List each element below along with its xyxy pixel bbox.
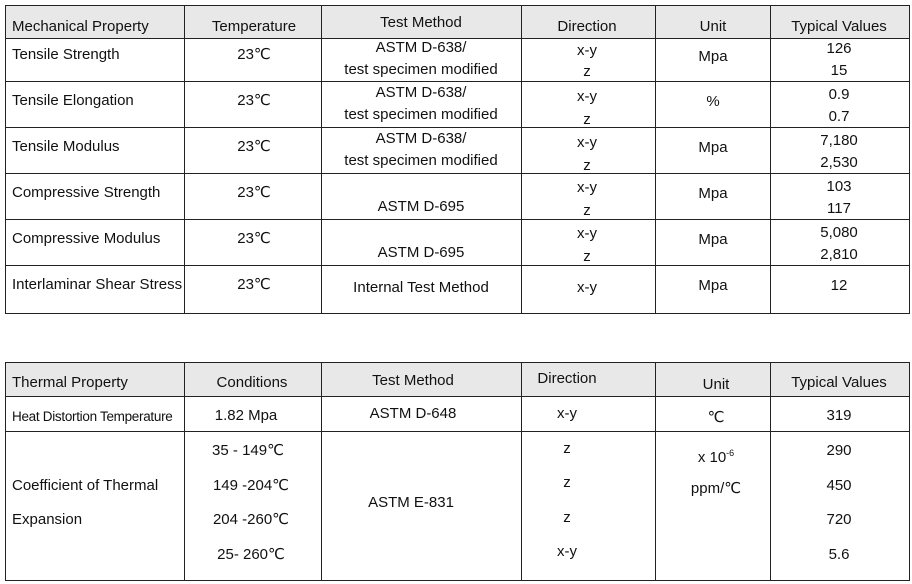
unit-value: Mpa (698, 139, 728, 156)
direction-value: z (583, 157, 591, 174)
unit-value: ℃ (707, 409, 725, 426)
header-test-method: Test Method (372, 372, 454, 389)
test-method-line2: test specimen modified (344, 106, 498, 123)
direction-value: x-y (577, 88, 597, 105)
typical-value: 290 (826, 442, 852, 459)
property-name-line2: Expansion (12, 511, 83, 528)
condition-value: 149 -204℃ (212, 477, 290, 494)
unit-value: % (706, 93, 720, 110)
typical-value: 117 (827, 200, 851, 217)
test-method: ASTM D-695 (377, 244, 465, 261)
temperature-value: 23℃ (237, 138, 271, 155)
test-method: Internal Test Method (353, 279, 489, 296)
unit-value: Mpa (698, 48, 728, 65)
typical-value: 2,530 (820, 154, 858, 171)
typical-value: 5.6 (828, 546, 850, 563)
direction-value: z (563, 474, 571, 491)
property-name: Compressive Strength (12, 184, 161, 201)
header-direction: Direction (557, 18, 617, 35)
direction-value: x-y (577, 42, 597, 59)
thermal-header-row (5, 362, 910, 396)
header-unit: Unit (699, 18, 727, 35)
header-unit: Unit (702, 376, 730, 393)
typical-value: 5,080 (820, 224, 858, 241)
temperature-value: 23℃ (237, 230, 271, 247)
unit-value: Mpa (698, 231, 728, 248)
header-thermal-property: Thermal Property (12, 374, 128, 391)
test-method: ASTM E-831 (368, 494, 454, 511)
condition-value: 1.82 Mpa (214, 407, 278, 424)
temperature-value: 23℃ (237, 46, 271, 63)
direction-value: z (583, 202, 591, 219)
typical-value: 126 (826, 40, 852, 57)
test-method-line2: test specimen modified (344, 152, 498, 169)
temperature-value: 23℃ (237, 184, 271, 201)
temperature-value: 23℃ (237, 92, 271, 109)
header-typical-values: Typical Values (791, 18, 887, 35)
header-typical-values: Typical Values (791, 374, 887, 391)
header-mechanical-property: Mechanical Property (12, 18, 149, 35)
typical-value: 7,180 (820, 132, 858, 149)
property-name: Compressive Modulus (12, 230, 161, 247)
typical-value: 720 (826, 511, 852, 528)
test-method-line1: ASTM D-638/ (375, 84, 467, 101)
direction-value: x-y (577, 279, 597, 296)
header-test-method: Test Method (380, 14, 462, 31)
typical-value: 0.9 (828, 86, 850, 103)
typical-value: 103 (826, 178, 852, 195)
test-method-line1: ASTM D-638/ (375, 130, 467, 147)
test-method: ASTM D-695 (377, 198, 465, 215)
direction-value: x-y (577, 225, 597, 242)
direction-value: z (563, 509, 571, 526)
condition-value: 204 -260℃ (212, 511, 290, 528)
direction-value: x-y (577, 134, 597, 151)
temperature-value: 23℃ (237, 276, 271, 293)
typical-value: 0.7 (828, 108, 850, 125)
condition-value: 25- 260℃ (217, 546, 285, 563)
property-name: Tensile Strength (12, 46, 120, 63)
property-name: Heat Distortion Temperature (12, 409, 173, 424)
direction-value: x-y (577, 179, 597, 196)
condition-value: 35 - 149℃ (212, 442, 284, 459)
header-temperature: Temperature (211, 18, 297, 35)
unit-value-line2: ppm/℃ (690, 480, 742, 497)
unit-value: Mpa (698, 185, 728, 202)
typical-value: 319 (826, 407, 852, 424)
direction-value: z (583, 63, 591, 80)
property-name: Tensile Modulus (12, 138, 120, 155)
direction-value: x-y (557, 543, 577, 560)
typical-value: 15 (830, 62, 848, 79)
direction-value: z (583, 111, 591, 128)
test-method: ASTM D-648 (369, 405, 457, 422)
direction-value: z (583, 248, 591, 265)
typical-value: 12 (830, 277, 848, 294)
header-direction: Direction (537, 370, 597, 387)
test-method-line1: ASTM D-638/ (375, 39, 467, 56)
header-conditions: Conditions (216, 374, 288, 391)
direction-value: z (563, 440, 571, 457)
unit-value: x $10^{-6}$ (697, 448, 735, 466)
typical-value: 450 (826, 477, 852, 494)
typical-value: 2,810 (820, 246, 858, 263)
property-name: Tensile Elongation (12, 92, 134, 109)
unit-value: Mpa (698, 277, 728, 294)
direction-value: x-y (557, 405, 577, 422)
property-name: Interlaminar Shear Stress (12, 276, 183, 293)
test-method-line2: test specimen modified (344, 61, 498, 78)
property-name-line1: Coefficient of Thermal (12, 477, 159, 494)
